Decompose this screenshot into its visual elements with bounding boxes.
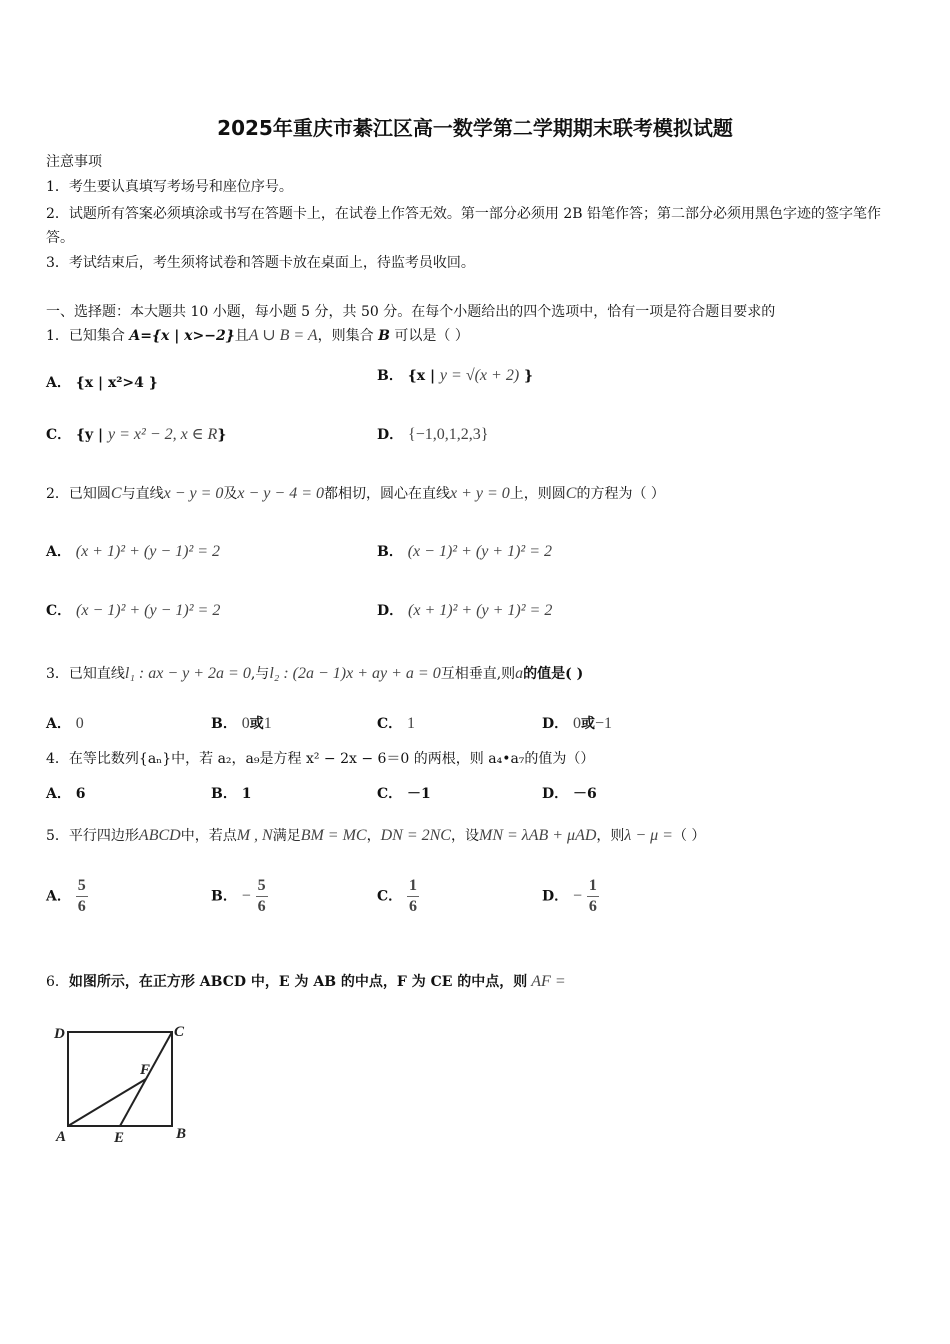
question-number: 1． (46, 328, 69, 344)
label-f: F (140, 1062, 151, 1078)
square-figure (46, 1018, 196, 1148)
notice-item-2: 2．试题所有答案必须填涂或书写在答题卡上，在试卷上作答无效。第一部分必须用 2B 铅笔作答；第二部分必须用黑色字迹的签字笔作答。 (46, 206, 881, 246)
q1-option-c[interactable]: C． {y | y = x² − 2, x ∈ R} (46, 426, 227, 443)
q4-option-a[interactable]: A． 6 (46, 786, 86, 802)
q1-option-b[interactable]: B． {x | y = √(x + 2) } (377, 367, 534, 384)
q5-option-b[interactable]: B． − $\frac{5}{6}$ (211, 877, 266, 915)
question-6: 6．如图所示，在正方形 ABCD 中，E 为 AB 的中点，F 为 CE 的中点，则 AF = (46, 973, 566, 990)
question-5: 5．平行四边形ABCD中，若点M , N满足BM = MC，DN = 2NC，设MN = λAB + μAD，则λ − μ =（ ） (46, 827, 706, 844)
question-3: 3．已知直线l₁ : ax − y + 2a = 0,与l₂ : (2a − 1)x + ay + a = 0互相垂直,则a的值是( ) (46, 665, 584, 682)
square-outline (68, 1032, 172, 1126)
notice-item-1: 1．考生要认真填写考场号和座位序号。 (46, 179, 293, 195)
q2-option-a[interactable]: A． (x + 1)² + (y − 1)² = 2 (46, 543, 221, 560)
q2-option-b[interactable]: B． (x − 1)² + (y + 1)² = 2 (377, 543, 553, 560)
label-a: A (56, 1129, 67, 1145)
math-expression: A ∪ B = A (248, 327, 318, 344)
question-number: 3． (46, 666, 69, 682)
question-4: 4．在等比数列{aₙ}中，若 a₂，a₉是方程 x² − 2x − 6＝0 的两根，则 a₄•a₇的值为（） (46, 751, 595, 767)
notice-item-3: 3．考试结束后，考生须将试卷和答题卡放在桌面上，待监考员收回。 (46, 255, 475, 271)
q5-option-d[interactable]: D． − $\frac{1}{6}$ (542, 877, 597, 915)
question-number: 2． (46, 486, 69, 502)
question-1: 1．已知集合 A={x | x>−2}且A ∪ B = A，则集合 B 可以是（ ） (46, 327, 469, 344)
q4-option-c[interactable]: C． －1 (377, 786, 431, 802)
q4-option-b[interactable]: B． 1 (211, 786, 252, 802)
q2-option-c[interactable]: C． (x − 1)² + (y − 1)² = 2 (46, 602, 221, 619)
q5-option-c[interactable]: C． $\frac{1}{6}$ (377, 877, 418, 915)
label-b: B (176, 1126, 187, 1142)
label-c: C (174, 1024, 185, 1040)
question-2: 2．已知圆C与直线x − y = 0及x − y − 4 = 0都相切，圆心在直线x + y = 0上，则圆C的方程为（ ） (46, 485, 665, 502)
fraction: $\frac{5}{6}$ (257, 877, 266, 915)
q3-option-a[interactable]: A． 0 (46, 715, 84, 732)
math-expression: y = x² − 2, x ∈ R (108, 426, 218, 443)
q4-option-d[interactable]: D． －6 (542, 786, 597, 802)
question-number: 5． (46, 828, 69, 844)
q3-option-b[interactable]: B． 0或1 (211, 715, 272, 732)
q1-option-a[interactable]: A． {x | x²>4 } (46, 375, 158, 391)
fraction: $\frac{1}{6}$ (588, 877, 597, 915)
q3-option-d[interactable]: D． 0或−1 (542, 715, 613, 732)
q1-option-d[interactable]: D． {−1,0,1,2,3} (377, 426, 489, 443)
math-expression: {−1,0,1,2,3} (408, 426, 489, 443)
question-number: 6． (46, 974, 69, 990)
q3-option-c[interactable]: C． 1 (377, 715, 416, 732)
label-d: D (54, 1026, 65, 1042)
math-expression: y = √(x + 2) (439, 367, 520, 384)
notice-heading: 注意事项 (46, 154, 102, 170)
q2-option-d[interactable]: D． (x + 1)² + (y + 1)² = 2 (377, 602, 553, 619)
page-title: 2025年重庆市綦江区高一数学第二学期期末联考模拟试题 (217, 116, 733, 140)
question-number: 4． (46, 751, 69, 767)
q5-option-a[interactable]: A． $\frac{5}{6}$ (46, 877, 86, 915)
segment-ec (120, 1032, 172, 1126)
fraction: $\frac{5}{6}$ (77, 877, 86, 915)
fraction: $\frac{1}{6}$ (409, 877, 418, 915)
section-heading: 一、选择题：本大题共 10 小题，每小题 5 分，共 50 分。在每个小题给出的四个选项中，恰有一项是符合题目要求的 (46, 304, 776, 320)
segment-af (68, 1079, 146, 1126)
label-e: E (114, 1130, 125, 1146)
